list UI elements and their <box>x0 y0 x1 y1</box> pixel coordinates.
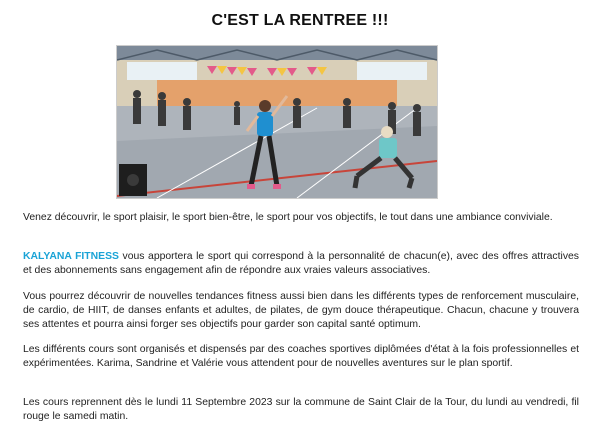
page-title: C'EST LA RENTREE !!! <box>211 12 389 29</box>
brand-paragraph <box>23 250 579 278</box>
coaches-paragraph: Les différents cours sont organisés et dispensés par des coaches sportives diplômées d'état à la fois professionnelles et expérimentées. Karima, Sandrine et Valérie vous attendent pour de nouvelles aventures sur le plan sportif. <box>23 344 579 369</box>
trends-paragraph: Vous pourrez découvrir de nouvelles tendances fitness aussi bien dans les différents types de renforcement musculaire, de cardio, de HIIT, de danses enfants et adultes, de pilates, de gym douce thérapeutique. Chacun, chacune y trouvera ses attentes et pourra ainsi forger ses objectifs pour garder son capital santé optimum. <box>23 291 579 330</box>
fitness-class-photo <box>116 45 438 199</box>
intro-paragraph: Venez découvrir, le sport plaisir, le sport bien-être, le sport pour vos objectifs, le tout dans une ambiance conviviale. <box>23 212 553 223</box>
brand-name: KALYANA FITNESS <box>23 251 119 262</box>
brand-paragraph-text: vous apportera le sport qui correspond à la personnalité de chacun(e), avec des offres attractives et des abonnements sans engagement afin de répondre aux vraies valeurs associatives. <box>23 251 579 276</box>
schedule-paragraph: Les cours reprennent dès le lundi 11 Septembre 2023 sur la commune de Saint Clair de la Tour, du lundi au vendredi, fil rouge le samedi matin. <box>23 397 579 422</box>
